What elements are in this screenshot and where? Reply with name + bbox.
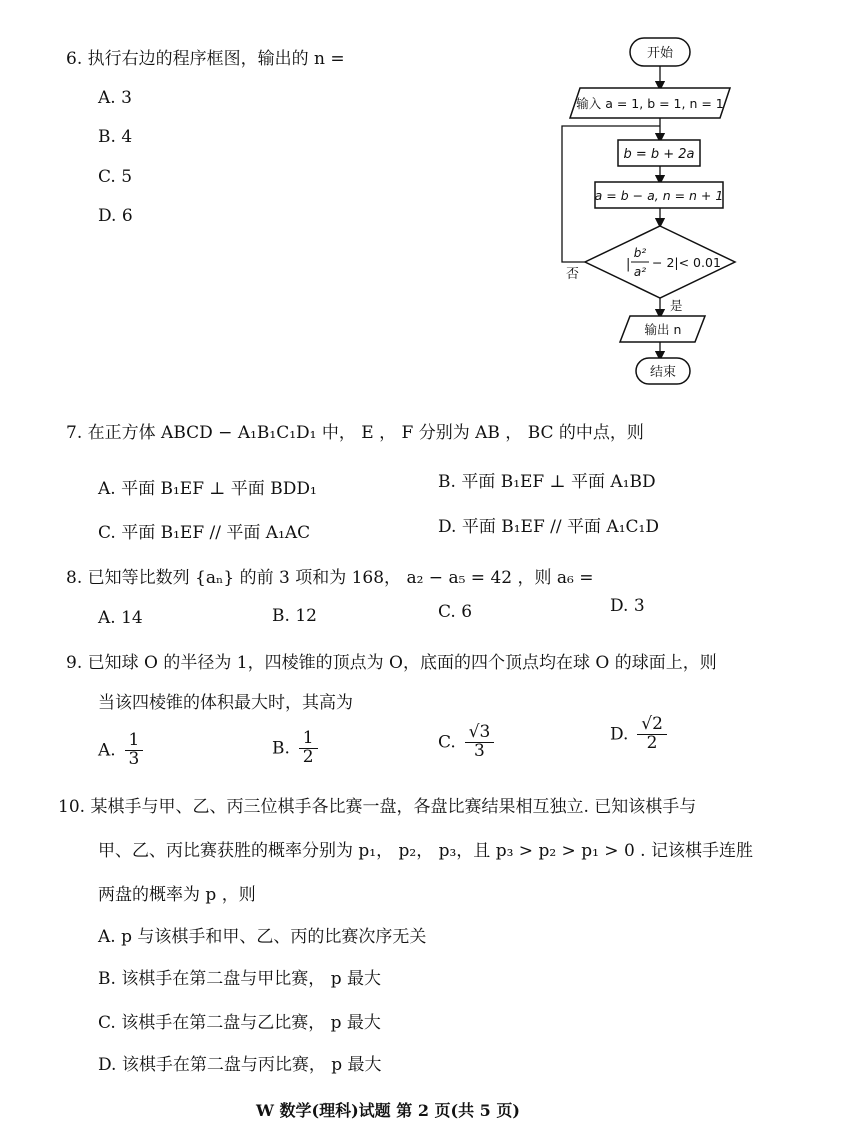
option-text: 平面 B₁EF ⊥ 平面 A₁BD [461,472,656,492]
q7-text: 在正方体 ABCD − A₁B₁C₁D₁ 中， E ， F 分别为 AB ， BC 的中点，则 [87,423,644,443]
fraction [467,724,493,761]
q9-text-line1: 已知球 O 的半径为 1，四棱锥的顶点为 O，底面的四个顶点均在球 O 的球面上，则 [87,653,717,673]
option-text: 该棋手在第二盘与丙比赛， p 最大 [121,1055,382,1075]
option-label: C. [438,732,456,753]
option-text: 6 [121,206,133,226]
decision-denominator: a² [633,265,647,279]
decision-right-label: − 2|< 0.01 [652,255,721,270]
q8-option-d [610,596,645,616]
option-label: B. [98,969,116,989]
option-label: A. [98,608,116,628]
output-label: 输出 n [644,322,682,337]
option-label: B. [272,738,290,759]
q6-option-a [98,88,132,108]
program-flowchart [540,30,760,390]
end-label: 结束 [649,365,677,380]
q10-text-line1: 某棋手与甲、乙、丙三位棋手各比赛一盘，各盘比赛结果相互独立. 已知该棋手与 [90,797,697,817]
no-label: 否 [566,267,580,282]
q9-option-c [438,724,492,761]
page-footer: W 数学(理科)试题 第 2 页(共 5 页) [256,1101,520,1120]
option-label: C. [98,1013,116,1033]
process-1-label: b = b + 2a [623,147,695,162]
option-text: 该棋手在第二盘与甲比赛， p 最大 [121,969,382,989]
denominator: 2 [302,746,314,767]
option-label: C. [98,167,116,187]
option-text: 3 [121,88,132,108]
option-text: 该棋手在第二盘与乙比赛， p 最大 [121,1013,381,1033]
start-label: 开始 [646,46,674,61]
q8-option-a [98,608,143,628]
decision-numerator: b² [633,246,647,260]
q6-option-d [98,206,133,226]
option-label: D. [610,596,629,616]
option-label: B. [272,606,290,626]
option-text: 5 [121,167,133,187]
option-text: 平面 B₁EF // 平面 A₁C₁D [461,517,659,537]
q9-number: 9. [66,653,83,673]
q10-stem-line1 [58,792,696,817]
q7-number: 7. [66,423,83,443]
fraction [127,732,142,769]
option-label: B. [438,472,456,492]
option-label: D. [438,517,457,537]
option-text: 平面 B₁EF // 平面 A₁AC [121,523,311,543]
q10-option-d [98,1050,382,1075]
option-label: D. [98,206,117,226]
numerator: √2 [641,714,663,734]
q6-text: 执行右边的程序框图，输出的 n = [87,49,345,69]
q8-stem [66,563,594,588]
q8-option-b [272,606,317,626]
q10-option-c [98,1008,381,1033]
q7-option-d [438,512,659,537]
option-text: 12 [295,606,317,626]
option-text: 6 [461,602,473,622]
denominator: 3 [128,748,140,769]
denominator: 2 [646,732,658,753]
yes-label: 是 [670,298,683,313]
q10-stem-line3: 两盘的概率为 p ，则 [98,885,256,905]
process-2-label: a = b − a, n = n + 1 [594,188,724,203]
q8-text: 已知等比数列 {aₙ} 的前 3 项和为 168， a₂ − a₅ = 42 ，则 a₆ = [87,568,594,588]
option-label: B. [98,127,116,147]
option-label: A. [98,740,116,761]
q8-option-c [438,602,472,622]
option-label: C. [98,523,116,543]
numerator: √3 [468,722,491,742]
q8-number: 8. [66,568,83,588]
q9-option-b [272,730,316,767]
option-text: 3 [633,596,645,616]
option-label: D. [98,1055,117,1075]
numerator: 1 [128,730,140,750]
q6-option-c [98,167,132,187]
q9-stem-line2: 当该四棱锥的体积最大时，其高为 [98,693,353,713]
q9-stem-line1 [66,648,717,673]
q6-option-b [98,127,132,147]
q10-number: 10. [58,797,86,817]
denominator: 3 [474,740,485,761]
option-text: 平面 B₁EF ⊥ 平面 BDD₁ [121,479,317,499]
q10-option-a [98,922,426,947]
option-label: A. [98,927,116,947]
q7-option-c [98,518,310,543]
input-label: 输入 a = 1, b = 1, n = 1 [576,96,724,111]
option-label: D. [610,724,629,745]
q6-number: 6. [66,49,83,69]
q10-stem-line2: 甲、乙、丙比赛获胜的概率分别为 p₁， p₂， p₃，且 p₃ > p₂ > p₁ > 0 . 记该棋手连胜 [98,841,753,861]
option-text: 14 [121,608,143,628]
numerator: 1 [302,728,314,748]
q9-option-a [98,732,141,769]
q6-stem [66,44,345,69]
option-text: 4 [121,127,133,147]
option-label: A. [98,88,116,108]
decision-left-bar: | [626,257,631,272]
option-label: C. [438,602,456,622]
q9-option-d [610,716,665,753]
option-label: A. [98,479,116,499]
q7-stem [66,418,644,443]
q7-option-b [438,467,656,492]
fraction [301,730,316,767]
option-text: p 与该棋手和甲、乙、丙的比赛次序无关 [121,927,427,947]
q7-option-a [98,474,317,499]
q10-option-b [98,964,381,989]
fraction [639,716,665,753]
